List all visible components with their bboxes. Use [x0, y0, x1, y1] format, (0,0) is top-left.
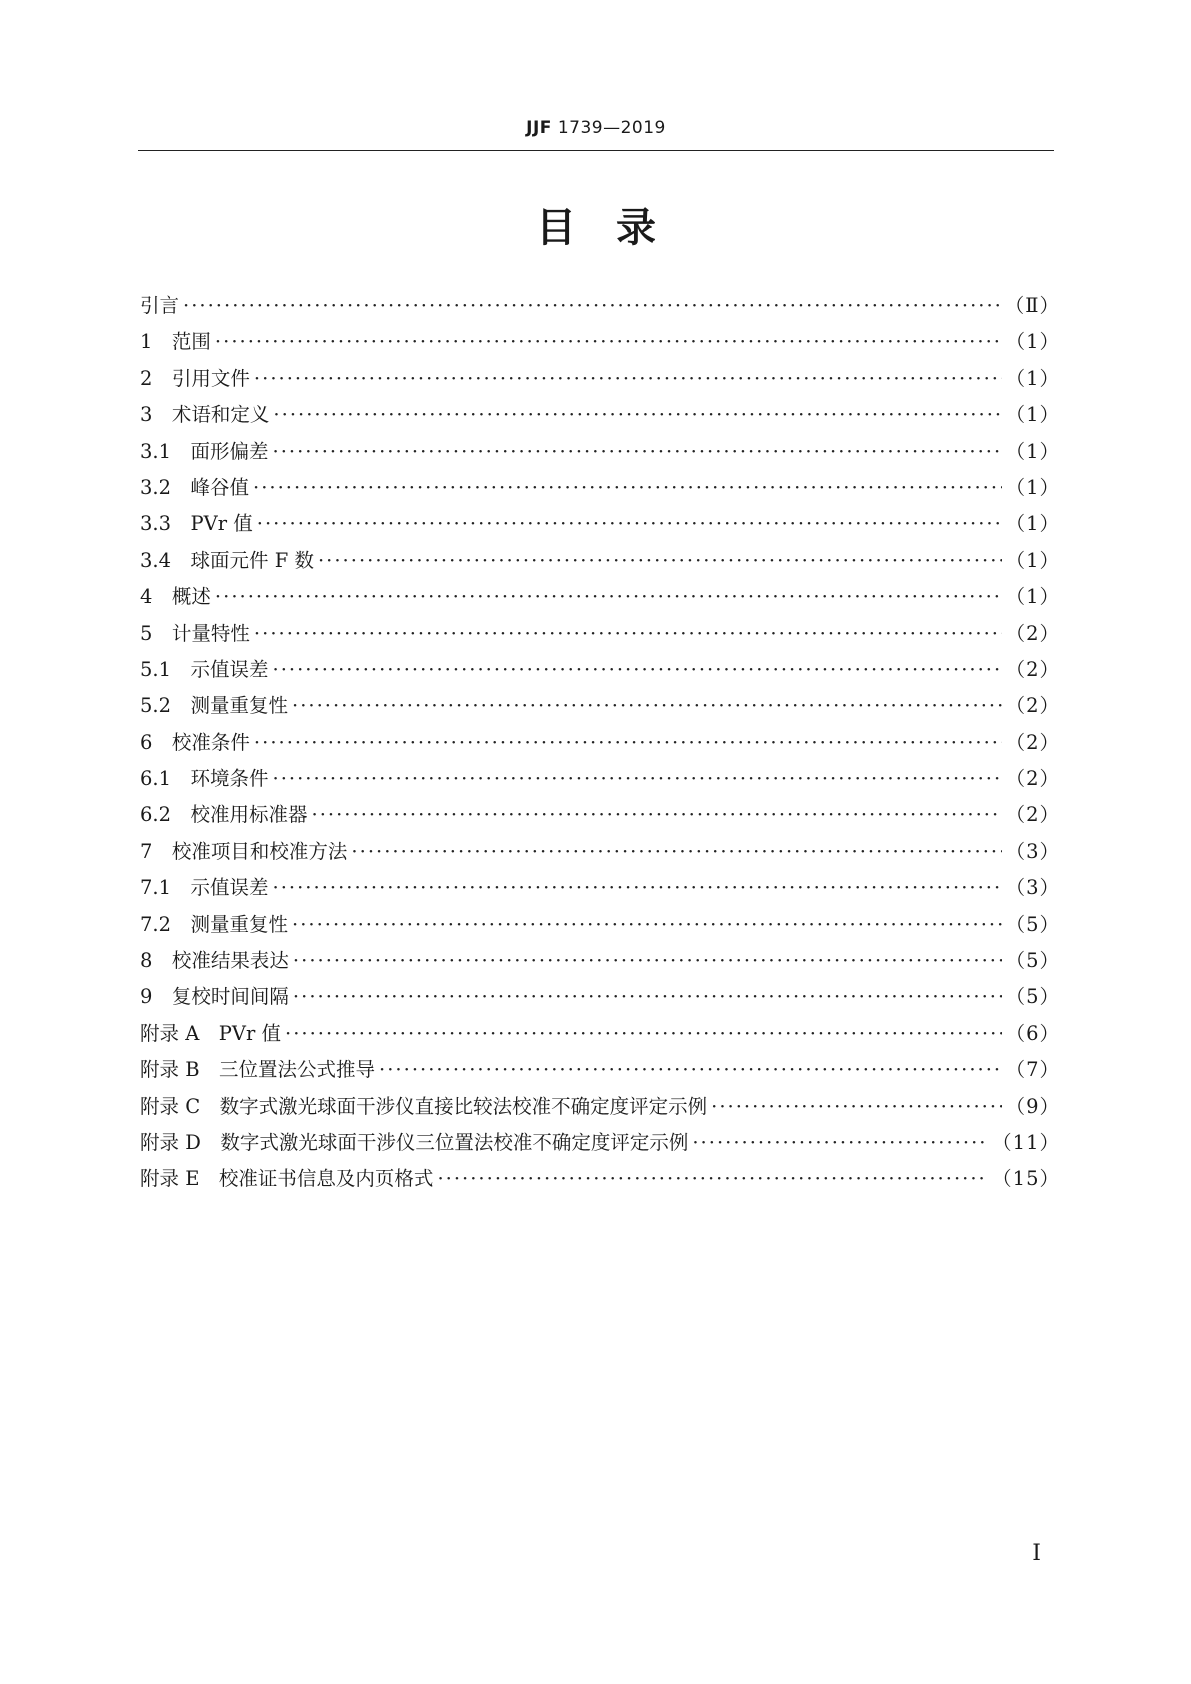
- toc-entry-label: 6 校准条件: [140, 730, 250, 754]
- toc-entry[interactable]: [140, 288, 1060, 324]
- toc-entry[interactable]: [140, 834, 1060, 870]
- toc-entry-label: 4 概述: [140, 585, 211, 609]
- toc-entry-page: （1）: [1005, 585, 1060, 609]
- toc-leader-dots: [257, 506, 1002, 542]
- toc-leader-dots: [215, 579, 1002, 615]
- toc-leader-dots: [351, 834, 1001, 870]
- toc-leader-dots: [293, 943, 1002, 979]
- toc-entry-label: 7.1 示值误差: [140, 876, 269, 900]
- toc-entry-label: 5.2 测量重复性: [140, 694, 289, 718]
- toc-entry-label: 1 范围: [140, 330, 211, 354]
- toc-title: 目 录: [536, 205, 656, 251]
- toc-leader-dots: [293, 979, 1002, 1015]
- toc-entry-page: （2）: [1005, 767, 1060, 791]
- toc-entry[interactable]: [140, 907, 1060, 943]
- toc-entry-label: 7.2 测量重复性: [140, 912, 289, 936]
- toc-entry-label: 2 引用文件: [140, 366, 250, 390]
- toc-leader-dots: [183, 288, 1001, 324]
- toc-entry[interactable]: [140, 1016, 1060, 1052]
- toc-entry[interactable]: [140, 979, 1060, 1015]
- toc-entry-label: 7 校准项目和校准方法: [140, 839, 348, 863]
- toc-entry-label: 3.2 峰谷值: [140, 475, 250, 499]
- toc-leader-dots: [273, 434, 1002, 470]
- toc-entry[interactable]: [140, 506, 1060, 542]
- toc-entry-label: 附录 E 校准证书信息及内页格式: [140, 1167, 434, 1191]
- toc-leader-dots: [254, 616, 1002, 652]
- standard-code: JJF: [526, 118, 552, 138]
- toc-entry[interactable]: [140, 1052, 1060, 1088]
- toc-entry-page: （1）: [1005, 403, 1060, 427]
- toc-entry-page: （7）: [1005, 1058, 1060, 1082]
- toc-entry-label: 附录 D 数字式激光球面干涉仪三位置法校准不确定度评定示例: [140, 1130, 689, 1154]
- toc-entry[interactable]: [140, 324, 1060, 360]
- toc-entry-page: （3）: [1005, 839, 1060, 863]
- toc-entry-label: 附录 A PVr 值: [140, 1021, 282, 1045]
- toc-leader-dots: [285, 1016, 1002, 1052]
- toc-entry-label: 附录 B 三位置法公式推导: [140, 1058, 376, 1082]
- toc-entry[interactable]: [140, 688, 1060, 724]
- toc-leader-dots: [273, 761, 1002, 797]
- toc-entry-page: （3）: [1005, 876, 1060, 900]
- toc-leader-dots: [292, 688, 1002, 724]
- toc-leader-dots: [273, 870, 1002, 906]
- page-number: Ⅰ: [1032, 1541, 1041, 1566]
- toc-entry-page: （2）: [1005, 694, 1060, 718]
- toc-entry-page: （2）: [1005, 803, 1060, 827]
- toc-entry-page: （1）: [1005, 548, 1060, 572]
- toc-leader-dots: [318, 543, 1002, 579]
- toc-entry[interactable]: [140, 361, 1060, 397]
- toc-entry[interactable]: [140, 1089, 1060, 1125]
- toc-entry-page: （5）: [1005, 912, 1060, 936]
- toc-entry[interactable]: [140, 470, 1060, 506]
- toc-entry-label: 3.1 面形偏差: [140, 439, 269, 463]
- toc-entry-page: （2）: [1005, 657, 1060, 681]
- toc-entry-page: （15）: [992, 1167, 1060, 1191]
- toc-entry-label: 附录 C 数字式激光球面干涉仪直接比较法校准不确定度评定示例: [140, 1094, 708, 1118]
- toc-entry[interactable]: [140, 761, 1060, 797]
- toc-entry[interactable]: [140, 652, 1060, 688]
- toc-entry[interactable]: [140, 797, 1060, 833]
- toc-entry-page: （2）: [1005, 621, 1060, 645]
- toc-entry[interactable]: [140, 870, 1060, 906]
- toc-entry-label: 3.4 球面元件 F 数: [140, 548, 314, 572]
- header-rule: [138, 150, 1054, 151]
- toc-entry[interactable]: [140, 1125, 1060, 1161]
- toc-leader-dots: [215, 324, 1002, 360]
- toc-entry-label: 3 术语和定义: [140, 403, 270, 427]
- toc-entry-label: 6.2 校准用标准器: [140, 803, 308, 827]
- toc-leader-dots: [379, 1052, 1002, 1088]
- toc-entry-page: （9）: [1005, 1094, 1060, 1118]
- toc-entry-page: （1）: [1005, 475, 1060, 499]
- toc-leader-dots: [437, 1161, 988, 1197]
- toc-entry[interactable]: [140, 434, 1060, 470]
- toc-leader-dots: [273, 397, 1001, 433]
- toc-entry-label: 9 复校时间间隔: [140, 985, 289, 1009]
- toc-leader-dots: [312, 797, 1002, 833]
- toc-leader-dots: [692, 1125, 988, 1161]
- page-header: [138, 118, 1054, 140]
- toc-entry-label: 3.3 PVr 值: [140, 512, 253, 536]
- toc-entry-label: 5 计量特性: [140, 621, 250, 645]
- toc-entry-label: 引言: [140, 294, 180, 317]
- toc-entry-page: （6）: [1005, 1021, 1060, 1045]
- toc-entry[interactable]: [140, 725, 1060, 761]
- toc-entry[interactable]: [140, 943, 1060, 979]
- standard-number: 1739—2019: [557, 118, 666, 138]
- toc-entry-label: 8 校准结果表达: [140, 949, 289, 973]
- toc-entry-page: （11）: [992, 1130, 1060, 1154]
- toc-leader-dots: [254, 725, 1002, 761]
- toc-entry[interactable]: [140, 616, 1060, 652]
- toc-entry-page: （2）: [1005, 730, 1060, 754]
- toc-leader-dots: [254, 361, 1002, 397]
- toc-entry[interactable]: [140, 1161, 1060, 1197]
- toc-entry-page: （1）: [1005, 366, 1060, 390]
- toc-entry-page: （1）: [1005, 439, 1060, 463]
- toc-entry[interactable]: [140, 579, 1060, 615]
- table-of-contents: [140, 288, 1060, 1198]
- toc-entry-page: （5）: [1005, 985, 1060, 1009]
- toc-entry[interactable]: [140, 543, 1060, 579]
- toc-entry-page: （Ⅱ）: [1004, 294, 1060, 317]
- toc-entry-page: （1）: [1005, 512, 1060, 536]
- toc-leader-dots: [273, 652, 1002, 688]
- toc-leader-dots: [711, 1089, 1001, 1125]
- toc-entry-page: （1）: [1005, 330, 1060, 354]
- toc-entry-label: 5.1 示值误差: [140, 657, 269, 681]
- toc-leader-dots: [292, 907, 1002, 943]
- toc-entry-page: （5）: [1005, 949, 1060, 973]
- toc-leader-dots: [253, 470, 1002, 506]
- toc-entry[interactable]: [140, 397, 1060, 433]
- toc-entry-label: 6.1 环境条件: [140, 767, 269, 791]
